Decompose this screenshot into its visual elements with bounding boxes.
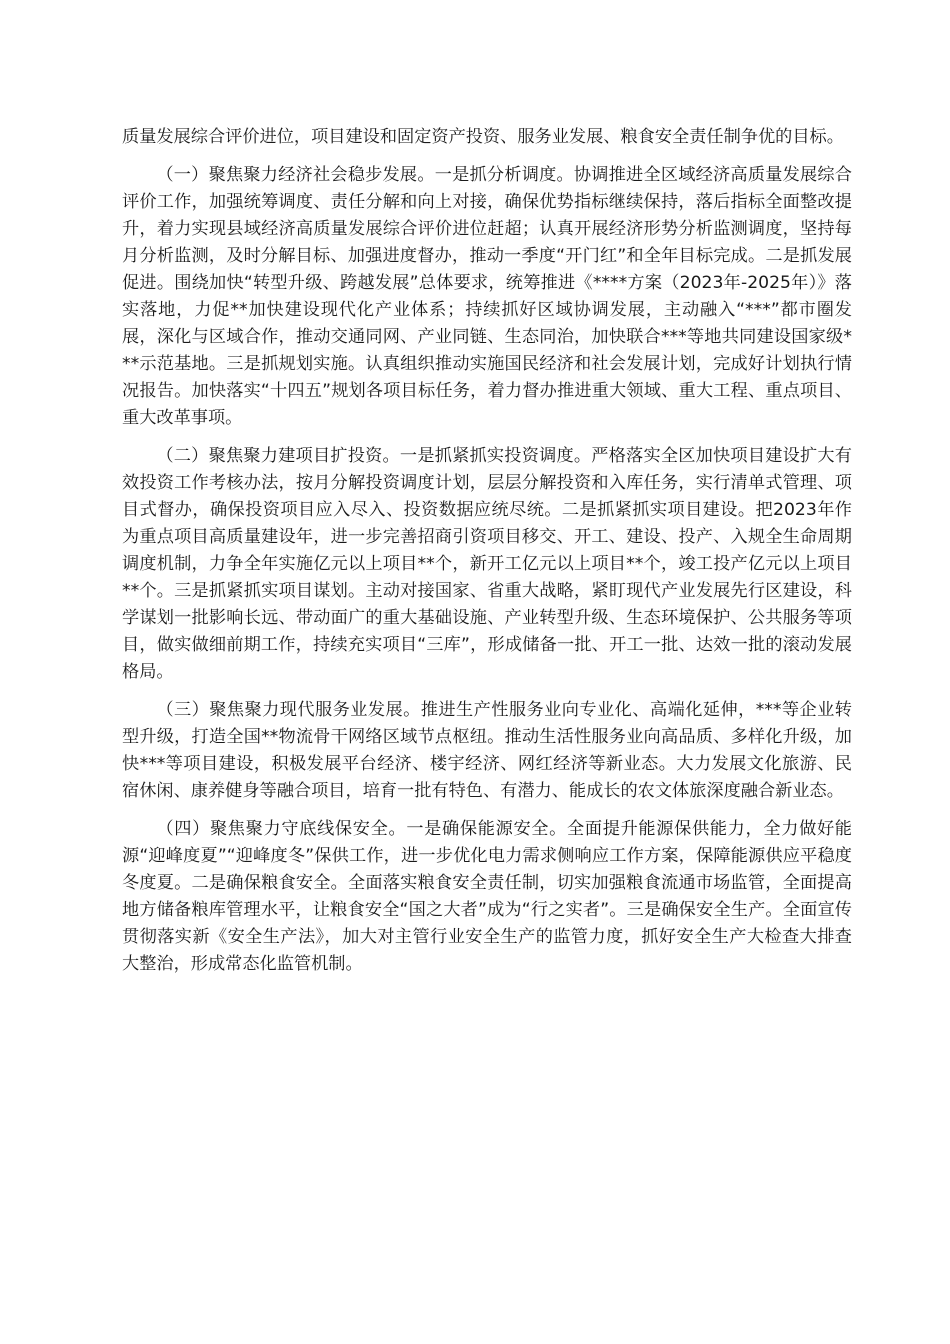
paragraph-intro-continuation: 质量发展综合评价进位，项目建设和固定资产投资、服务业发展、粮食安全责任制争优的目标。 <box>122 127 844 147</box>
paragraph-section-4-safety: （四）聚焦聚力守底线保安全。一是确保能源安全。全面提升能源保供能力，全力做好能源“迎峰度夏”“迎峰度冬”保供工作，进一步优化电力需求侧响应工作方案，保障能源供应平稳度冬度夏。二是确保粮食安全。全面落实粮食安全责任制，切实加强粮食流通市场监管，全面提高地方储备粮库管理水平，让粮食安全“国之大者”成为“行之实者”。三是确保安全生产。全面宣传贯彻落实新《安全生产法》，加大对主管行业安全生产的监管力度，抓好安全生产大检查大排查大整治，形成常态化监管机制。 <box>122 819 852 974</box>
paragraph-section-2-investment: （二）聚焦聚力建项目扩投资。一是抓紧抓实投资调度。严格落实全区加快项目建设扩大有效投资工作考核办法，按月分解投资调度计划，层层分解投资和入库任务，实行清单式管理、项目式督办，确保投资项目应入尽入、投资数据应统尽统。二是抓紧抓实项目建设。把2023年作为重点项目高质量建设年，进一步完善招商引资项目移交、开工、建设、投产、入规全生命周期调度机制，力争全年实施亿元以上项目**个，新开工亿元以上项目**个，竣工投产亿元以上项目**个。三是抓紧抓实项目谋划。主动对接国家、省重大战略，紧盯现代产业发展先行区建设，科学谋划一批影响长远、带动面广的重大基础设施、产业转型升级、生态环境保护、公共服务等项目，做实做细前期工作，持续充实项目“三库”，形成储备一批、开工一批、达效一批的滚动发展格局。 <box>122 446 852 682</box>
document-body <box>122 124 852 989</box>
paragraph-section-3-services: （三）聚焦聚力现代服务业发展。推进生产性服务业向专业化、高端化延伸，***等企业转型升级，打造全国**物流骨干网络区域节点枢纽。推动生活性服务业向高品质、多样化升级，加快***等项目建设，积极发展平台经济、楼宇经济、网红经济等新业态。大力发展文化旅游、民宿休闲、康养健身等融合项目，培育一批有特色、有潜力、能成长的农文体旅深度融合新业态。 <box>122 700 852 801</box>
paragraph-section-1-economy: （一）聚焦聚力经济社会稳步发展。一是抓分析调度。协调推进全区域经济高质量发展综合评价工作，加强统筹调度、责任分解和向上对接，确保优势指标继续保持，落后指标全面整改提升，着力实现县域经济高质量发展综合评价进位赶超；认真开展经济形势分析监测调度，坚持每月分析监测，及时分解目标、加强进度督办，推动一季度“开门红”和全年目标完成。二是抓发展促进。围绕加快“转型升级、跨越发展”总体要求，统筹推进《****方案（2023年-2025年）》落实落地，力促**加快建设现代化产业体系；持续抓好区域协调发展，主动融入“***”都市圈发展，深化与区域合作，推动交通同网、产业同链、生态同治，加快联合***等地共同建设国家级***示范基地。三是抓规划实施。认真组织推动实施国民经济和社会发展计划，完成好计划执行情况报告。加快落实“十四五”规划各项目标任务，着力督办推进重大领域、重大工程、重点项目、重大改革事项。 <box>122 165 852 428</box>
